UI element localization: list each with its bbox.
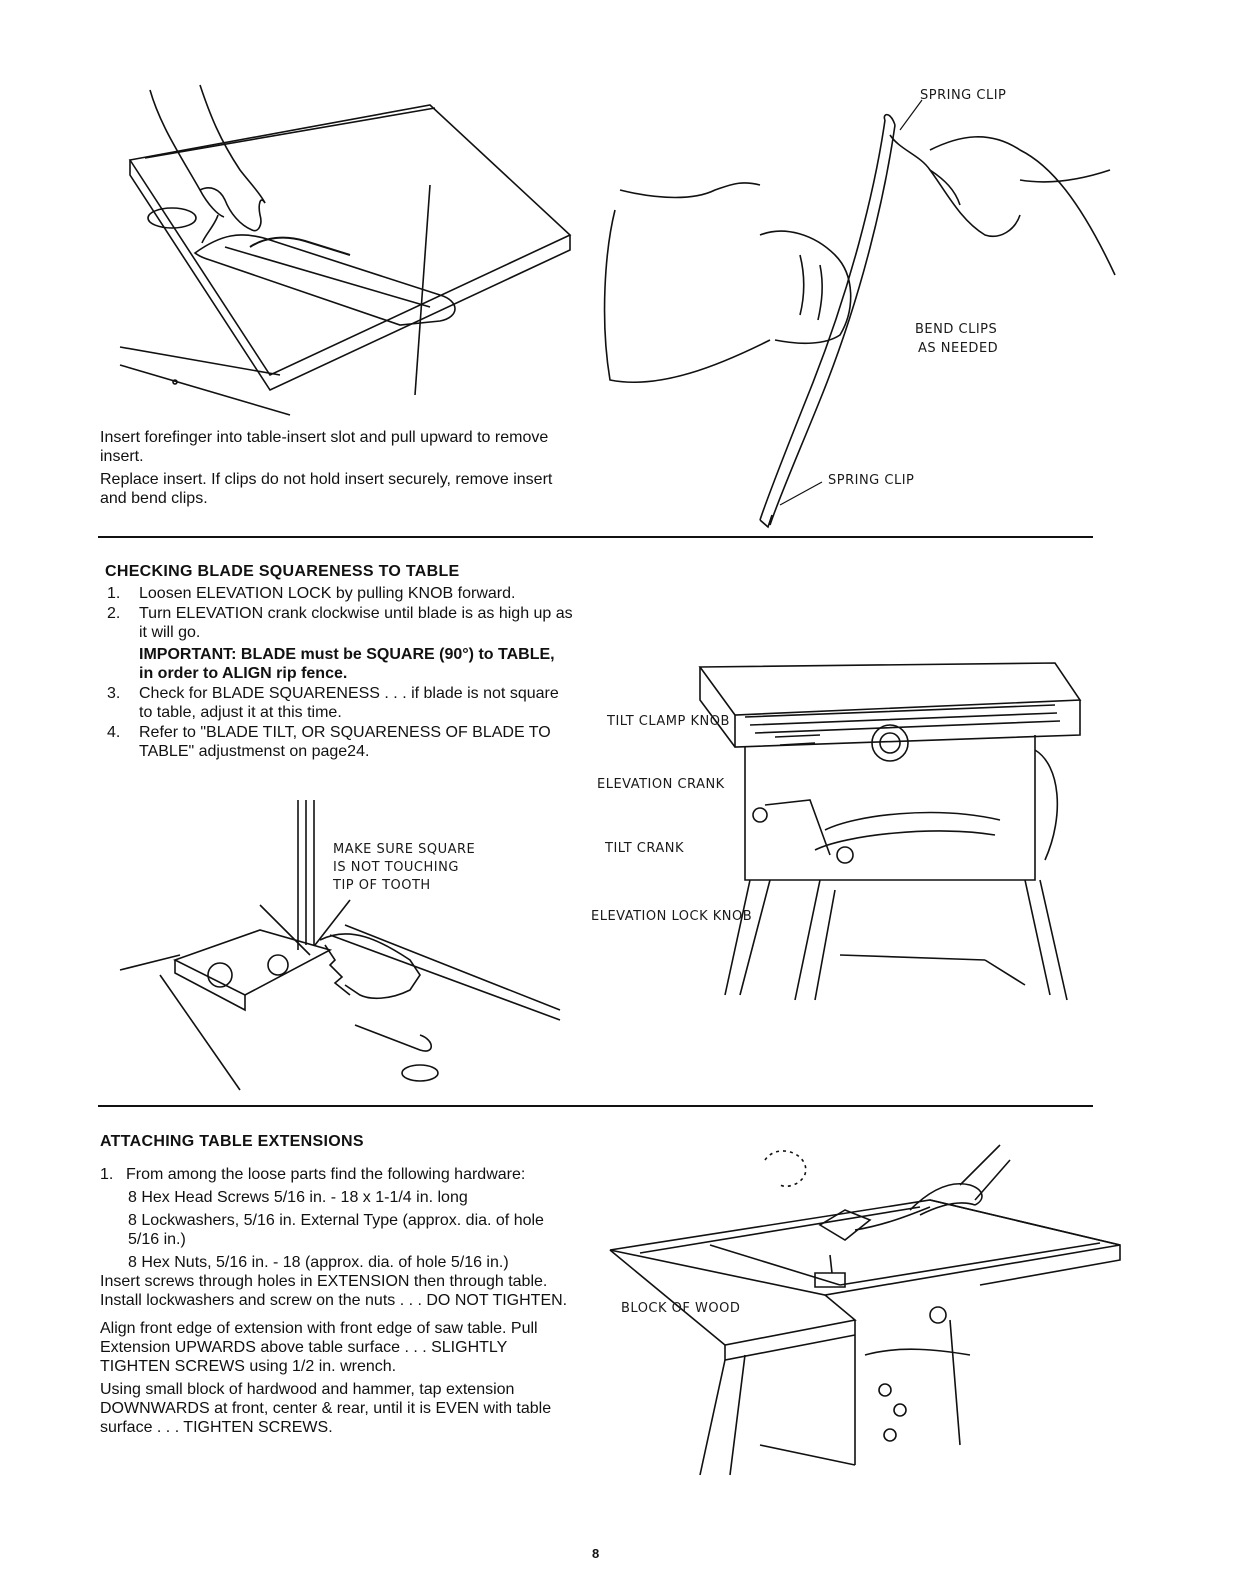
insert-paragraph-2: Replace insert. If clips do not hold insert securely, remove insert and bend clips. <box>100 471 553 507</box>
note-square-line2: IS NOT TOUCHING <box>333 860 459 875</box>
label-tilt-crank: TILT CRANK <box>605 841 685 856</box>
hardware-item: 8 Lockwashers, 5/16 in. External Type (approx. dia. of hole 5/16 in.) <box>128 1212 544 1248</box>
list-item: 4. Refer to "BLADE TILT, OR SQUARENESS OF BLADE TO TABLE" adjustmenst on page24. <box>107 724 551 760</box>
list-item: 2. Turn ELEVATION crank clockwise until blade is as high up as it will go. <box>107 605 573 641</box>
label-bend-clips-line1: BEND CLIPS <box>915 322 998 337</box>
label-spring-clip-bottom: SPRING CLIP <box>828 473 915 488</box>
section-divider-1 <box>98 536 1093 538</box>
paragraph-hammer: Using small block of hardwood and hammer, tap extension DOWNWARDS at front, center & rear, until it is EVEN with table surface . . . TIGHTEN SCREWS. <box>100 1381 552 1436</box>
table-insert-illustration <box>100 85 620 425</box>
label-block-of-wood: BLOCK OF WOOD <box>621 1301 741 1316</box>
square-against-blade-illustration <box>120 795 570 1095</box>
paragraph-align-extension: Align front edge of extension with front edge of saw table. Pull Extension UPWARDS above table surface . . . SLIGHTLY TIGHTEN SCREWS using 1/2 in. wrench. <box>100 1320 538 1375</box>
paragraph-insert-screws: Insert screws through holes in EXTENSION then through table. Install lockwashers and screw on the nuts . . . DO NOT TIGHTEN. <box>100 1273 568 1309</box>
blade-squareness-steps <box>105 584 573 761</box>
important-note: IMPORTANT: BLADE must be SQUARE (90°) to TABLE, in order to ALIGN rip fence. <box>139 646 555 682</box>
list-item: 1. From among the loose parts find the following hardware: <box>100 1166 526 1183</box>
table-saw-cranks-illustration <box>695 655 1095 1000</box>
label-tilt-clamp-knob: TILT CLAMP KNOB <box>607 714 730 729</box>
section-divider-2 <box>98 1105 1093 1107</box>
insert-paragraph-1: Insert forefinger into table-insert slot and pull upward to remove insert. <box>100 429 549 465</box>
label-spring-clip-top: SPRING CLIP <box>920 88 1007 103</box>
note-square-line1: MAKE SURE SQUARE <box>333 842 476 857</box>
list-item: 3. Check for BLADE SQUARENESS . . . if blade is not square to table, adjust it at this time. <box>107 685 559 721</box>
page-number: 8 <box>592 1546 600 1561</box>
label-elevation-lock-knob: ELEVATION LOCK KNOB <box>591 909 753 924</box>
hardware-list <box>100 1188 570 1272</box>
label-elevation-crank: ELEVATION CRANK <box>597 777 725 792</box>
spring-clip-illustration <box>600 90 1120 530</box>
note-square-line3: TIP OF TOOTH <box>333 878 431 893</box>
blade-squareness-heading: CHECKING BLADE SQUARENESS TO TABLE <box>105 563 460 580</box>
insert-instructions <box>100 428 570 508</box>
table-extensions-heading: ATTACHING TABLE EXTENSIONS <box>100 1133 364 1150</box>
hardware-item: 8 Hex Nuts, 5/16 in. - 18 (approx. dia. of hole 5/16 in.) <box>128 1254 509 1271</box>
list-item: 1. Loosen ELEVATION LOCK by pulling KNOB forward. <box>107 585 516 602</box>
label-bend-clips-line2: AS NEEDED <box>918 341 999 356</box>
table-extensions-section <box>100 1132 570 1437</box>
hardware-item: 8 Hex Head Screws 5/16 in. - 18 x 1-1/4 in. long <box>128 1189 468 1206</box>
blade-squareness-section <box>105 562 573 762</box>
